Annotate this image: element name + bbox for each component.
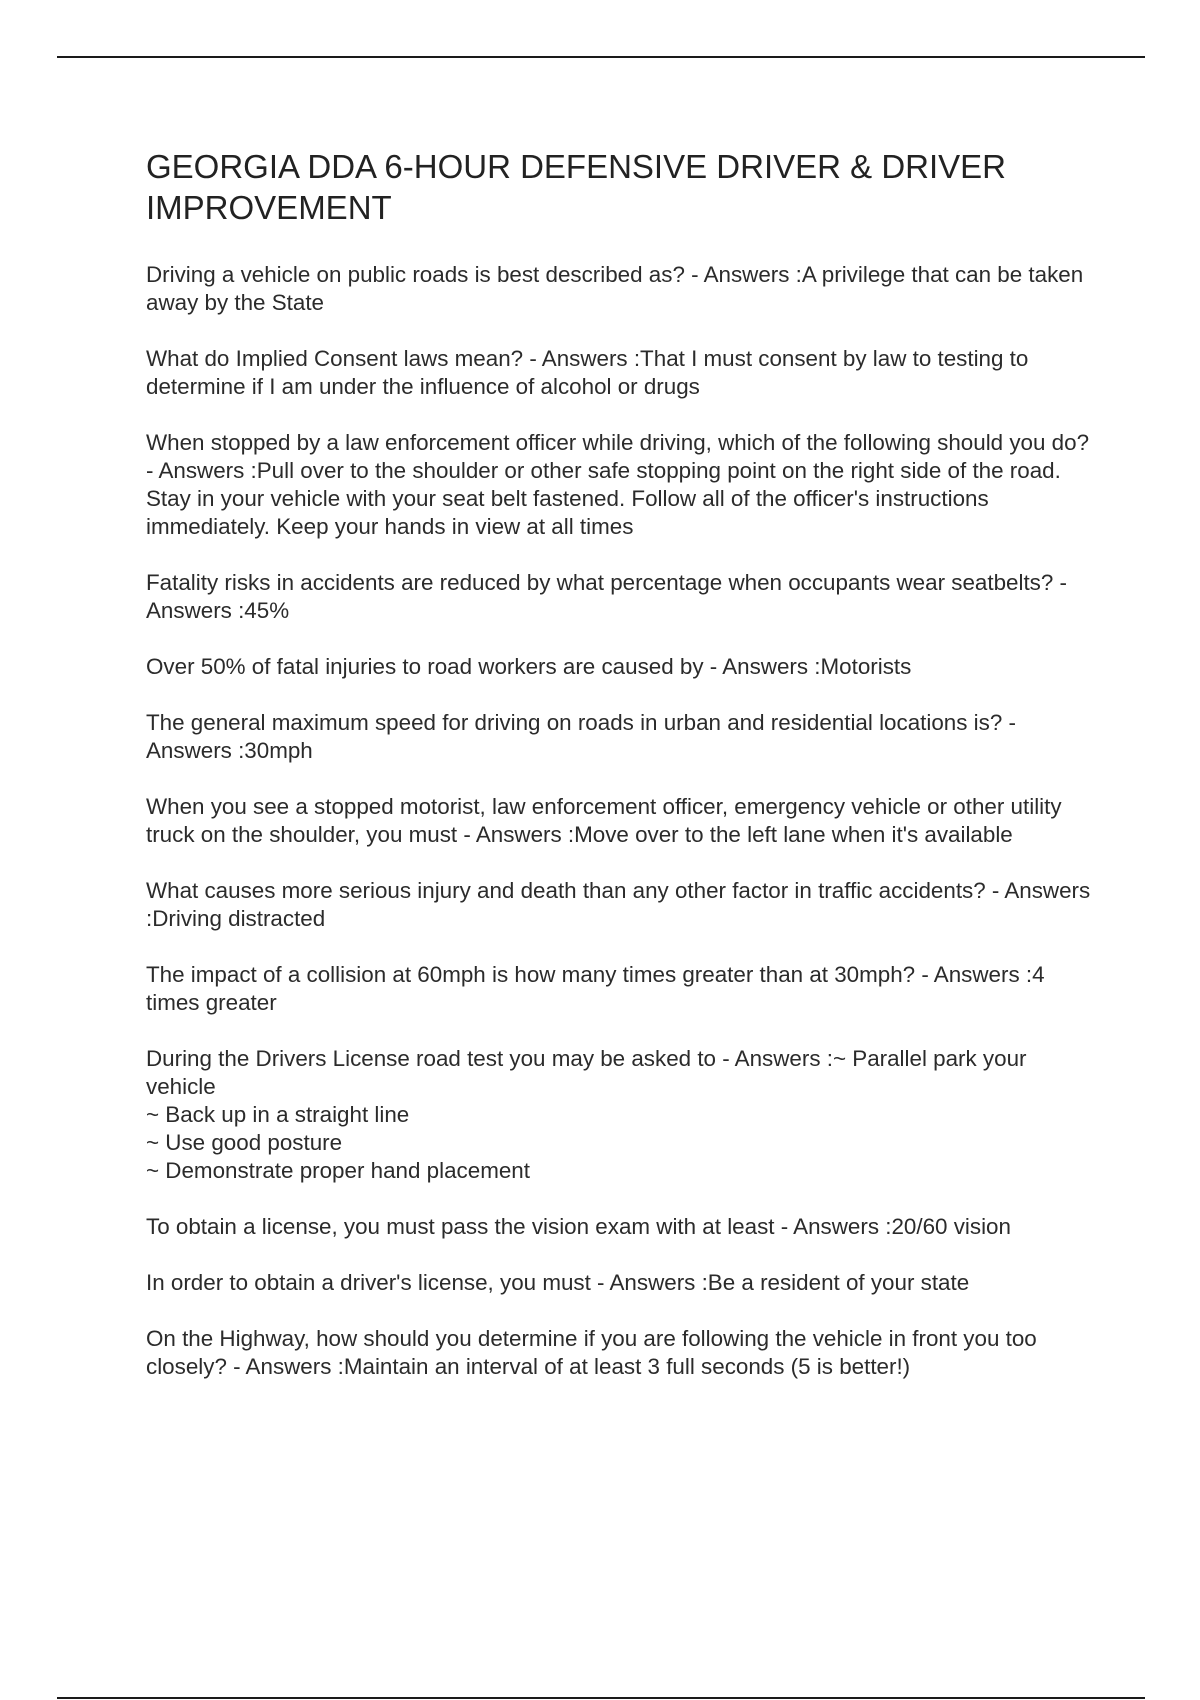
qa-item: Fatality risks in accidents are reduced by what percentage when occupants wear seatbelts? - Answers :45% xyxy=(146,570,1067,623)
qa-item: When stopped by a law enforcement officer while driving, which of the following should you do? - Answers :Pull over to the shoulder or other safe stopping point on the right side of the road. Stay in your vehicle with your seat belt fastened. Follow all of the officer's instructions immediately. Keep your hands in view at all times xyxy=(146,430,1090,539)
qa-item: During the Drivers License road test you may be asked to - Answers :~ Parallel park your vehicle ~ Back up in a straight line ~ Use good posture ~ Demonstrate proper hand placement xyxy=(146,1046,1027,1183)
qa-item: Over 50% of fatal injuries to road workers are caused by - Answers :Motorists xyxy=(146,654,912,679)
qa-item: To obtain a license, you must pass the vision exam with at least - Answers :20/60 vision xyxy=(146,1214,1011,1239)
qa-item: The general maximum speed for driving on roads in urban and residential locations is? - Answers :30mph xyxy=(146,710,1016,763)
qa-item: What causes more serious injury and death than any other factor in traffic accidents? - Answers :Driving distracted xyxy=(146,878,1091,931)
top-rule xyxy=(57,56,1145,58)
bottom-rule xyxy=(57,1697,1145,1699)
qa-item: In order to obtain a driver's license, you must - Answers :Be a resident of your state xyxy=(146,1270,970,1295)
qa-item: Driving a vehicle on public roads is best described as? - Answers :A privilege that can be taken away by the State xyxy=(146,262,1084,315)
qa-item: What do Implied Consent laws mean? - Answers :That I must consent by law to testing to determine if I am under the influence of alcohol or drugs xyxy=(146,346,1029,399)
qa-item: When you see a stopped motorist, law enforcement officer, emergency vehicle or other utility truck on the shoulder, you must - Answers :Move over to the left lane when it's available xyxy=(146,794,1062,847)
document-body xyxy=(146,146,1096,1409)
document-title: GEORGIA DDA 6-HOUR DEFENSIVE DRIVER & DRIVER IMPROVEMENT xyxy=(146,148,1006,226)
qa-item: On the Highway, how should you determine if you are following the vehicle in front you too closely? - Answers :Maintain an interval of at least 3 full seconds (5 is better!) xyxy=(146,1326,1037,1379)
qa-item: The impact of a collision at 60mph is how many times greater than at 30mph? - Answers :4 times greater xyxy=(146,962,1045,1015)
